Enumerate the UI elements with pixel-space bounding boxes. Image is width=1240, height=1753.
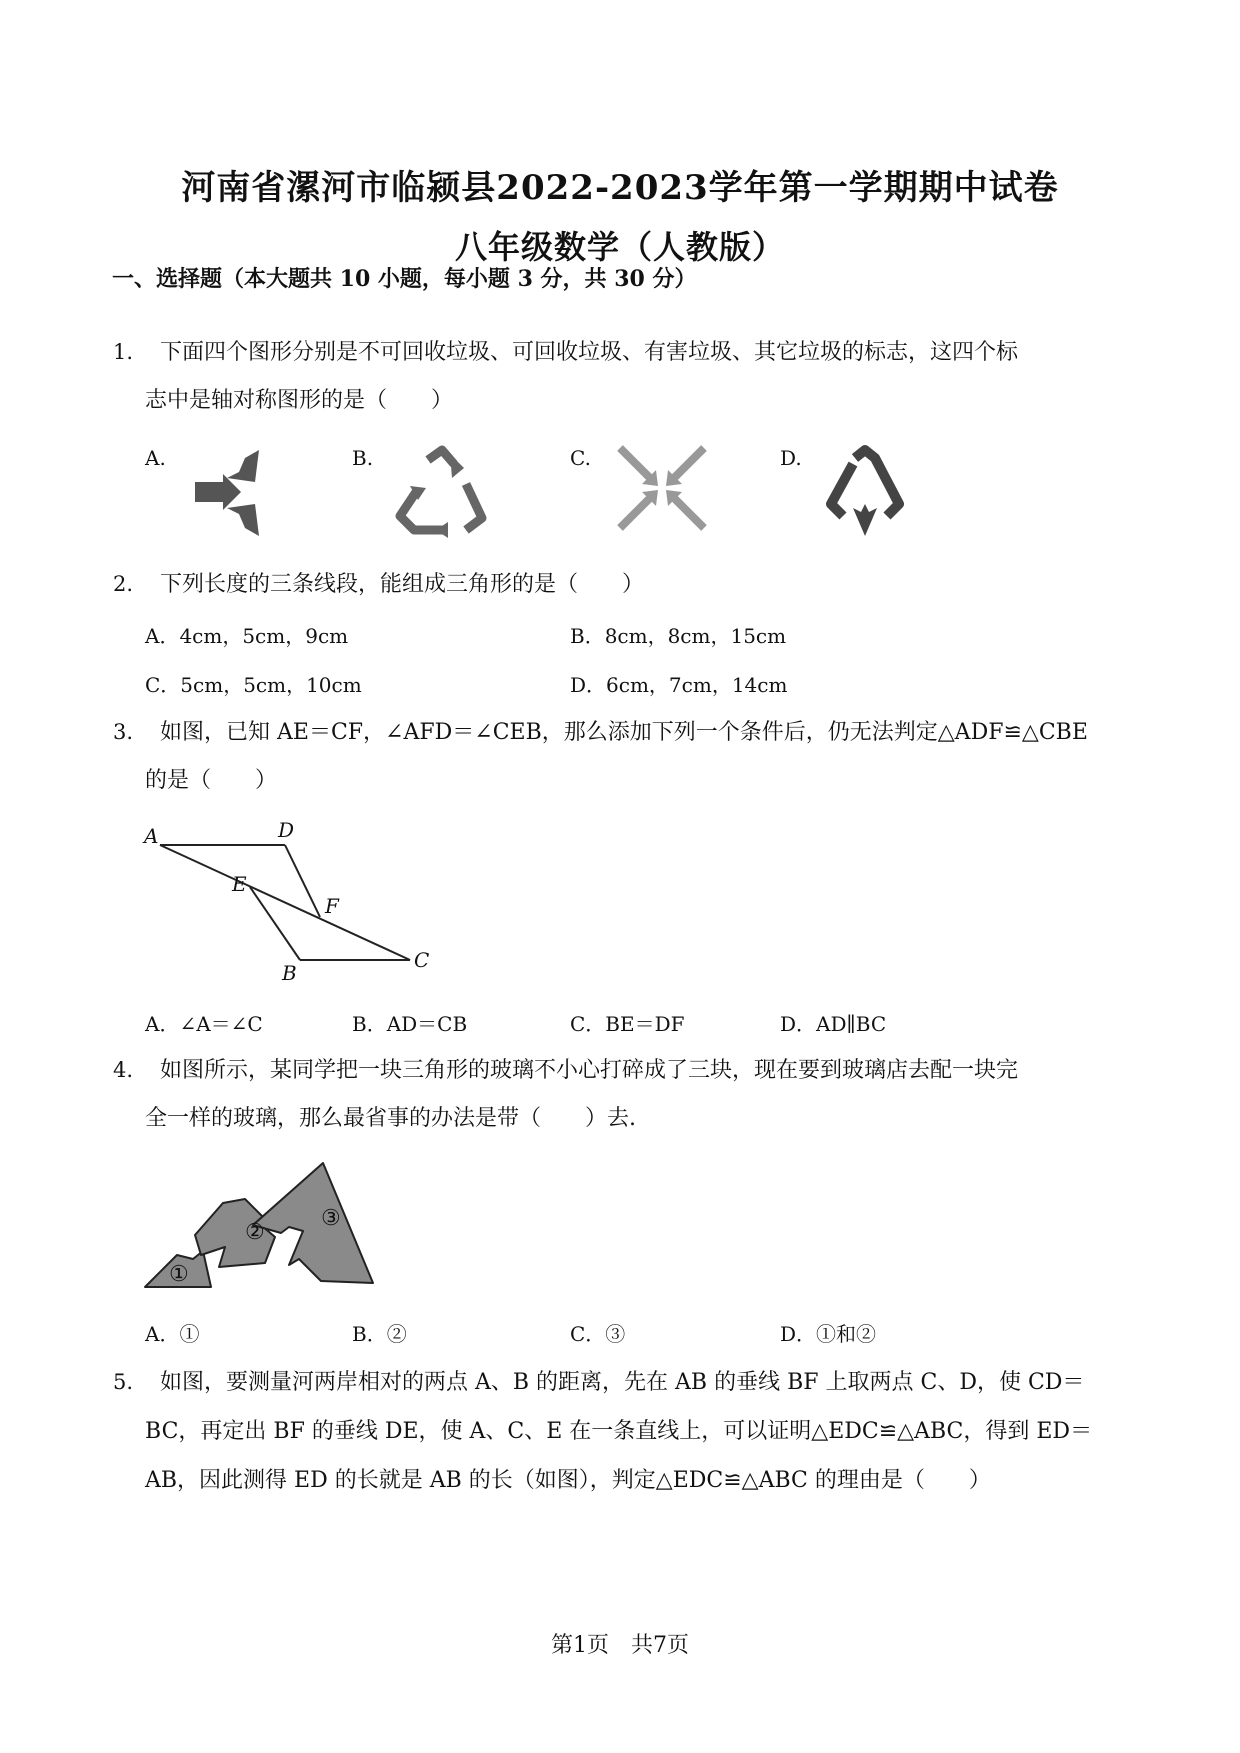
- point-f-label: F: [325, 894, 339, 918]
- q2-option-a[interactable]: A．4cm，5cm，9cm: [145, 624, 349, 648]
- q3-text-line2: 的是（ ）: [145, 768, 278, 793]
- q5-text-line1: 如图，要测量河两岸相对的两点 A、B 的距离，先在 AB 的垂线 BF 上取两点 C、D，使 CD＝: [160, 1370, 1085, 1395]
- q2-option-d[interactable]: D．6cm，7cm，14cm: [570, 673, 788, 697]
- q4-number: 4.: [113, 1058, 134, 1082]
- q4-option-d[interactable]: D．①和②: [780, 1322, 877, 1346]
- q1-number: 1.: [113, 340, 134, 364]
- q3-option-c[interactable]: C．BE＝DF: [570, 1012, 685, 1036]
- q1-text-line2: 志中是轴对称图形的是（ ）: [145, 388, 454, 413]
- segment-df: [285, 845, 320, 917]
- other-waste-icon: [825, 448, 905, 538]
- q3-number: 3.: [113, 720, 134, 744]
- q3-option-d[interactable]: D．AD∥BC: [780, 1012, 887, 1036]
- point-a-label: A: [144, 824, 159, 848]
- point-e-label: E: [232, 872, 247, 896]
- segment-ac: [160, 845, 410, 960]
- point-d-label: D: [278, 818, 295, 842]
- q4-figure: [143, 1155, 383, 1295]
- q2-option-c[interactable]: C．5cm，5cm，10cm: [145, 673, 362, 697]
- page-footer: 第1页 共7页: [551, 1633, 689, 1658]
- section-heading: 一、选择题（本大题共 10 小题，每小题 3 分，共 30 分）: [112, 266, 697, 292]
- q5-number: 5.: [113, 1370, 134, 1394]
- q1-option-a[interactable]: A.: [145, 446, 166, 470]
- point-b-label: B: [282, 961, 297, 985]
- q5-text-line3: AB，因此测得 ED 的长就是 AB 的长（如图），判定△EDC≌△ABC 的理由是（ ）: [145, 1468, 991, 1493]
- q3-text-line1: 如图，已知 AE＝CF，∠AFD＝∠CEB，那么添加下列一个条件后，仍无法判定△ADF≌△CBE: [160, 720, 1088, 745]
- nonrecyclable-waste-icon: [185, 448, 285, 538]
- point-c-label: C: [414, 948, 430, 972]
- q3-option-b[interactable]: B．AD＝CB: [352, 1012, 468, 1036]
- q2-text: 下列长度的三条线段，能组成三角形的是（ ）: [160, 572, 645, 597]
- q2-option-b[interactable]: B．8cm，8cm，15cm: [570, 624, 787, 648]
- q1-option-b[interactable]: B.: [352, 446, 374, 470]
- exam-subtitle: 八年级数学（人教版）: [454, 228, 785, 266]
- q1-text-line1: 下面四个图形分别是不可回收垃圾、可回收垃圾、有害垃圾、其它垃圾的标志，这四个标: [160, 340, 1019, 365]
- q4-text-line2: 全一样的玻璃，那么最省事的办法是带（ ）去.: [145, 1106, 636, 1131]
- recyclable-waste-icon: [392, 448, 492, 538]
- q3-option-a[interactable]: A．∠A＝∠C: [145, 1012, 263, 1036]
- q1-option-c[interactable]: C.: [570, 446, 591, 470]
- q4-option-a[interactable]: A．①: [145, 1322, 200, 1346]
- piece-3-label: ③: [321, 1206, 341, 1231]
- q4-text-line1: 如图所示，某同学把一块三角形的玻璃不小心打碎成了三块，现在要到玻璃店去配一块完: [160, 1058, 1019, 1083]
- exam-title: 河南省漯河市临颍县2022-2023学年第一学期期中试卷: [181, 168, 1059, 208]
- piece-1-label: ①: [169, 1262, 189, 1287]
- glass-piece-3: [253, 1163, 373, 1283]
- q2-number: 2.: [113, 572, 134, 596]
- piece-2-label: ②: [245, 1220, 265, 1245]
- q4-option-c[interactable]: C．③: [570, 1322, 626, 1346]
- q5-text-line2: BC，再定出 BF 的垂线 DE，使 A、C、E 在一条直线上，可以证明△EDC≌△ABC，得到 ED＝: [145, 1419, 1093, 1444]
- q1-option-d[interactable]: D.: [780, 446, 802, 470]
- q4-option-b[interactable]: B．②: [352, 1322, 407, 1346]
- q3-figure: [140, 815, 440, 985]
- hazardous-waste-icon: [612, 440, 712, 535]
